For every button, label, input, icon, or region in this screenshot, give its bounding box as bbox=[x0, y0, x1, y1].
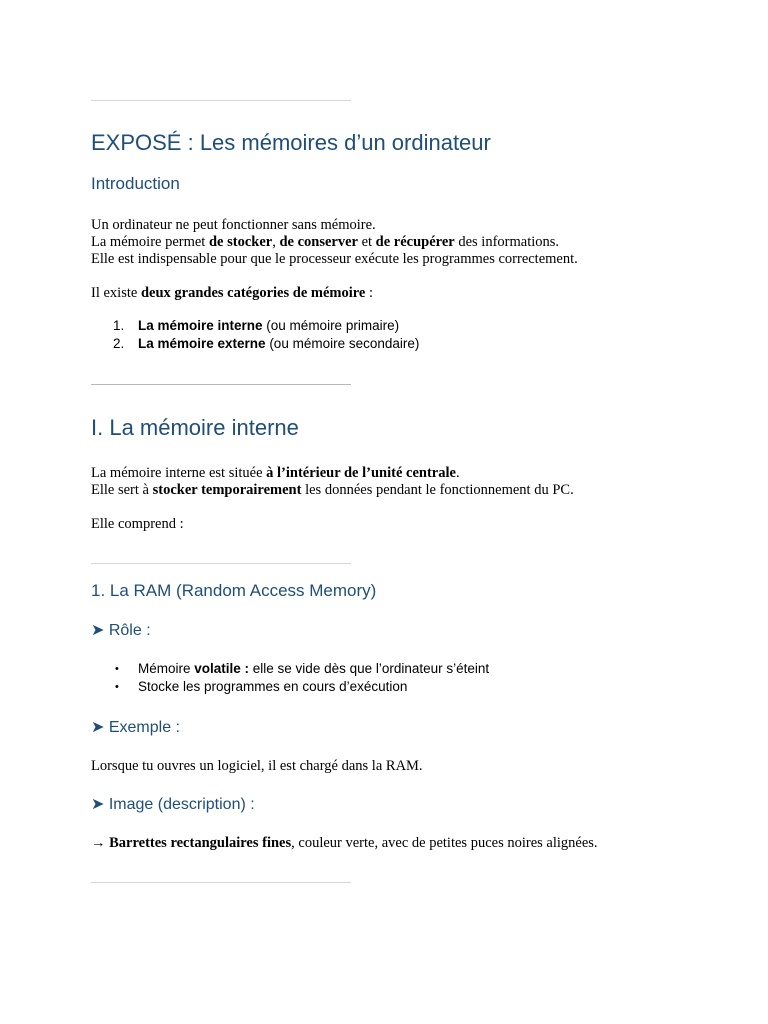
example-heading: ➤ Exemple : bbox=[91, 719, 180, 736]
section-divider bbox=[91, 384, 351, 385]
image-description-text: → Barrettes rectangulaires fines, couleur verte, avec de petites puces noires alignées. bbox=[91, 835, 598, 851]
internal-line-2: Elle sert à stocker temporairement les données pendant le fonctionnement du PC. bbox=[91, 482, 574, 498]
list-item: • Mémoire volatile : elle se vide dès que l’ordinateur s’éteint bbox=[115, 661, 490, 676]
list-item: 1. La mémoire interne (ou mémoire primaire) bbox=[113, 318, 400, 333]
role-bullets bbox=[91, 660, 489, 696]
top-divider bbox=[91, 100, 351, 101]
list-item: 2. La mémoire externe (ou mémoire secondaire) bbox=[113, 336, 420, 351]
role-heading: ➤ Rôle : bbox=[91, 622, 151, 639]
intro-heading: Introduction bbox=[91, 174, 180, 193]
bottom-divider bbox=[91, 882, 351, 883]
page-title: EXPOSÉ : Les mémoires d’un ordinateur bbox=[91, 130, 491, 155]
intro-line-1: Un ordinateur ne peut fonctionner sans mémoire. bbox=[91, 217, 376, 233]
list-item: • Stocke les programmes en cours d’exécution bbox=[115, 679, 408, 694]
section-heading-internal-memory: I. La mémoire interne bbox=[91, 415, 299, 440]
ram-heading: 1. La RAM (Random Access Memory) bbox=[91, 581, 377, 600]
internal-line-3: Elle comprend : bbox=[91, 516, 184, 532]
example-text: Lorsque tu ouvres un logiciel, il est chargé dans la RAM. bbox=[91, 758, 423, 774]
intro-line-2: La mémoire permet de stocker, de conserver et de récupérer des informations. bbox=[91, 234, 560, 250]
memory-categories-list bbox=[91, 317, 419, 353]
subsection-divider bbox=[91, 563, 351, 564]
internal-line-1: La mémoire interne est située à l’intérieur de l’unité centrale. bbox=[91, 465, 460, 481]
intro-line-3: Elle est indispensable pour que le processeur exécute les programmes correctement. bbox=[91, 251, 578, 267]
intro-line-4: Il existe deux grandes catégories de mémoire : bbox=[91, 285, 374, 301]
image-description-heading: ➤ Image (description) : bbox=[91, 796, 255, 813]
